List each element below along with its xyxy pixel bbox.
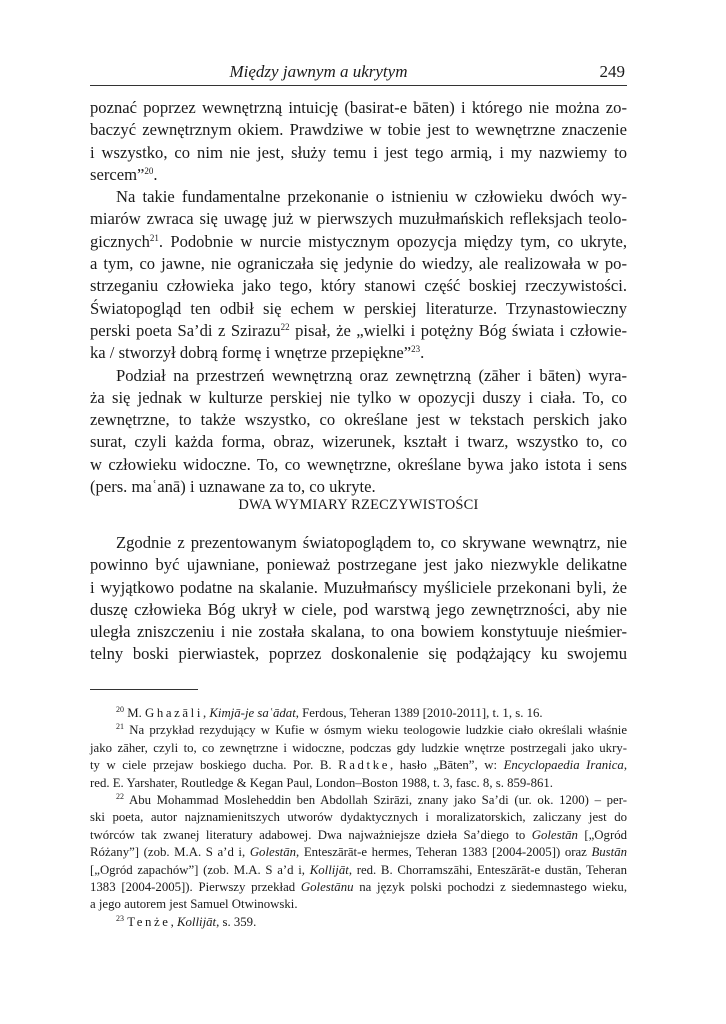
book-title: Golestānu xyxy=(300,880,354,895)
page-number: 249 xyxy=(599,62,625,81)
footnote-number: 22 xyxy=(116,792,124,802)
text-line: sercem”$^{20}$. xyxy=(90,164,158,184)
footnote-20 xyxy=(90,705,627,722)
footnote-number: 20 xyxy=(116,705,124,714)
text-segment: pisał, że „wielki i potężny Bóg świata i człowie- xyxy=(289,320,628,340)
text-line: zewnętrzne, to także wszystko, co określane jest w tekstach perskich jako xyxy=(90,410,627,430)
footnote-line xyxy=(90,827,627,844)
encyclopedia-title: Encyclopaedia Iranica xyxy=(503,758,624,773)
text-line: w człowieku widoczne. To, co wewnętrzne, określane bywa jako istota i sens xyxy=(90,454,627,474)
text-segment: . xyxy=(420,343,425,363)
text-segment: . Podobnie w nurcie mistycznym opozycja między tym, co ukryte, xyxy=(158,231,627,251)
footnote-line: red. E. Yarshater, Routledge & Kegan Paul, London–Boston 1988, t. 3, fasc. 8, s. 859-861. xyxy=(90,775,553,790)
text-line: Na takie fundamentalne przekonanie o istnieniu w człowieku dwóch wy- xyxy=(116,187,627,207)
text-segment: gicznych xyxy=(90,231,150,251)
text-segment: [„Ogród zapachów”] (zob. M.A. S a’d i, xyxy=(90,862,306,877)
footnote-line xyxy=(90,705,627,722)
book-title: Kimjā-je saʿādat xyxy=(209,706,296,720)
text-segment: ka / stworzył dobrą formę i wnętrze przepiękne” xyxy=(90,343,412,363)
book-title: Golestān xyxy=(249,845,297,860)
running-header xyxy=(90,60,627,84)
footnote-number: 23 xyxy=(116,913,124,923)
text-segment: ty w ciele przejaw boskiego ducha. Por. B. xyxy=(90,758,332,773)
text-segment: na język polski pochodzi z siedemnastego wieku, xyxy=(359,880,628,895)
text-line: strzeganiu człowieka jako tego, który stanowi część boskiej rzeczywistości. xyxy=(90,276,627,296)
footnote-line: ski poeta, autor najznamienitszych utworów dydaktycznych i moralizatorskich, zaliczany jest do xyxy=(90,810,627,825)
main-text xyxy=(90,97,627,498)
footnote-line xyxy=(90,722,627,739)
text-line: miarów zwraca się uwagę już w pierwszych muzułmańskich refleksjach teolo- xyxy=(90,209,627,229)
text-segment: , xyxy=(202,706,210,720)
paragraph-2 xyxy=(90,186,627,364)
text-segment: , Ferdous, Teheran 1389 [2010-2011], t. 1, s. 16. xyxy=(295,706,543,720)
text-segment: Na przykład rezydujący w Kufie w ósmym wieku teologowie ludzkie ciało określali właśnie xyxy=(129,723,627,738)
text-line: surat, czyli każda forma, obraz, wizerunek, kształt i twarz, wszystko to, co xyxy=(90,432,627,452)
text-line xyxy=(90,320,627,342)
footnote-line xyxy=(90,862,627,879)
author-name: Tenże xyxy=(127,914,171,929)
text-segment: , s. 359. xyxy=(216,914,257,929)
footnote-ref-22[interactable]: 22 xyxy=(280,321,290,332)
text-line: baczyć zewnętrznym okiem. Prawdziwe w tobie jest to wewnętrzne znaczenie xyxy=(90,120,627,140)
text-line: (pers. maʿanā) i uznawane za to, co ukryte. xyxy=(90,477,376,497)
text-segment: Abu Mohammad Mosleheddin ben Abdollah Szirāzi, znany jako Saʼdi (ur. ok. 1200) – per- xyxy=(128,793,627,808)
text-line: duszę człowieka Bóg ukrył w ciele, pod warstwą jego zewnętrzności, aby nie xyxy=(90,599,627,619)
footnote-line xyxy=(90,879,627,896)
book-title: Kollijāt xyxy=(309,862,349,877)
footnote-line xyxy=(90,757,627,774)
text-segment: Różany”] (zob. M.A. S a’d i, xyxy=(90,845,246,860)
author-name: Radtke xyxy=(338,758,390,773)
header-rule xyxy=(90,85,627,86)
text-line: ża się jednak w kulturze perskiej nie tylko w opozycji duszy i ciała. To, co xyxy=(90,387,627,407)
text-segment: M. xyxy=(127,706,142,720)
text-line xyxy=(90,231,627,253)
footnote-line xyxy=(90,792,627,809)
text-line: Światopogląd ten odbił się echem w perskiej literaturze. Trzynastowieczny xyxy=(90,298,627,318)
text-segment: sercem” xyxy=(90,164,145,184)
footnote-number: 21 xyxy=(116,722,124,732)
footnote-ref-23[interactable]: 23 xyxy=(411,344,421,355)
text-line: telny boski pierwiastek, poprzez doskonalenie się podążający ku swojemu xyxy=(90,644,627,664)
footnote-21 xyxy=(90,722,627,792)
text-segment: 1383 [2004-2005]). Pierwszy przekład xyxy=(90,880,296,895)
text-line: uległa zniszczeniu i nie została skalana, to ona bowiem konstytuuje nieśmier- xyxy=(90,622,627,642)
footnote-23 xyxy=(90,914,627,931)
text-segment: , xyxy=(170,914,177,929)
text-line: a tym, co jawne, nie ograniczała się jedynie do wiedzy, ale realizowała w po- xyxy=(90,254,627,274)
book-title: Kollijāt xyxy=(176,914,217,929)
text-segment: , Enteszārāt-e hermes, Teheran 1383 [2004-2005]) oraz xyxy=(296,845,587,860)
footnote-line: a jego autorem jest Samuel Otwinowski. xyxy=(90,897,298,912)
text-segment: , hasło „Bāten”, w: xyxy=(389,758,498,773)
text-segment: , red. B. Chorramszāhi, Enteszārāt-e dustān, Teheran xyxy=(348,862,627,877)
footnotes xyxy=(90,705,627,931)
author-name: Ghazāli xyxy=(144,706,203,720)
footnote-line: jako zāher, czyli to, co zewnętrzne i widoczne, podczas gdy ludzkie wnętrze postrzegali jako ukry- xyxy=(90,740,627,755)
running-title: Między jawnym a ukrytym xyxy=(229,62,408,81)
footnote-22 xyxy=(90,792,627,914)
text-segment: [„Ogród xyxy=(584,827,627,842)
paragraph-3 xyxy=(90,365,627,499)
footnote-line xyxy=(90,914,627,931)
text-line: i wszystko, co nim nie jest, służy temu i jest tego armią, i my nazwiemy to xyxy=(90,142,627,162)
text-line: powinno być ujawniane, ponieważ postrzegane jest jako niezwykle delikatne xyxy=(90,555,627,575)
section-heading: DWA WYMIARY RZECZYWISTOŚCI xyxy=(238,497,479,513)
book-title: Golestān xyxy=(531,827,578,842)
text-line xyxy=(90,342,627,364)
section-text xyxy=(90,532,627,666)
paragraph-4 xyxy=(90,532,627,666)
book-title: Bustān xyxy=(591,845,628,860)
footnote-rule xyxy=(90,689,198,690)
text-segment: perski poeta Sa’di z Szirazu xyxy=(90,320,281,340)
text-line: Podział na przestrzeń wewnętrzną oraz zewnętrzną (zāher i bāten) wyra- xyxy=(116,365,627,385)
paragraph-1 xyxy=(90,97,627,186)
text-line: Zgodnie z prezentowanym światopoglądem to, co skrywane wewnątrz, nie xyxy=(116,533,627,552)
text-line: i wyjątkowo podatne na skalanie. Muzułmańscy myśliciele przekonani byli, że xyxy=(90,577,627,597)
footnote-line xyxy=(90,844,627,861)
footnote-ref-20[interactable]: 20 xyxy=(144,165,154,176)
text-segment: , xyxy=(623,758,628,773)
text-line: poznać poprzez wewnętrzną intuicję (basirat-e bāten) i którego nie można zo- xyxy=(90,98,627,117)
footnote-ref-21[interactable]: 21 xyxy=(149,232,159,243)
text-segment: twórców tak zwanej literatury adabowej. Dwa najważniejsze dzieła Saʼdiego to xyxy=(90,827,526,842)
